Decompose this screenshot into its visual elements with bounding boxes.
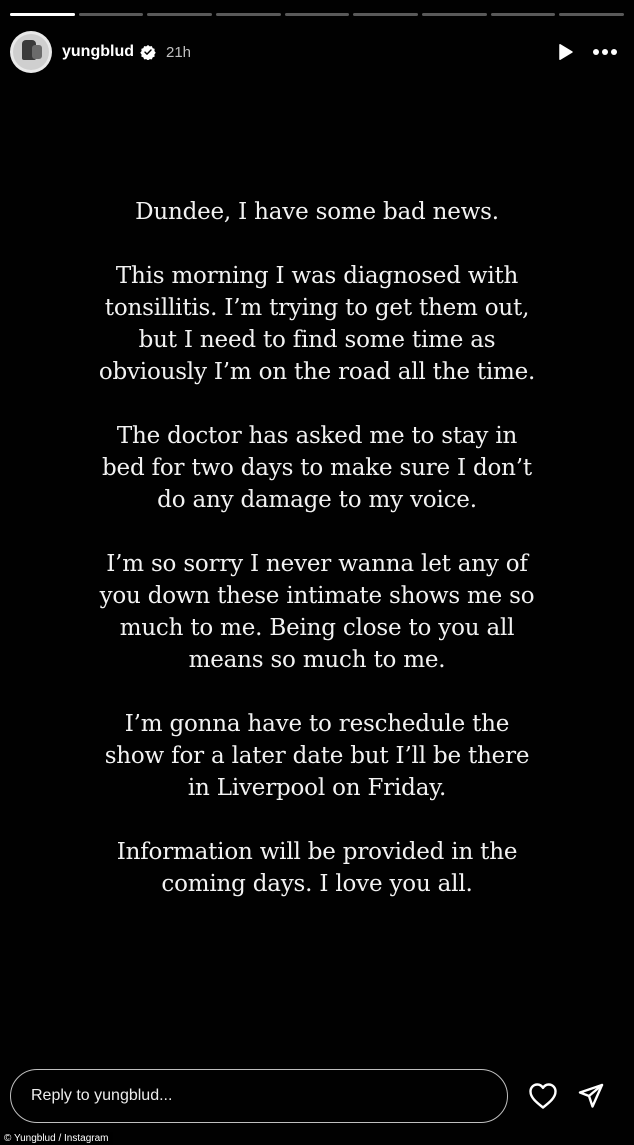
- story-text: [40, 196, 594, 932]
- verified-badge-icon: [140, 44, 156, 60]
- message-paragraph: The doctor has asked me to stay in bed for two days to make sure I don’t do any damage to my voice.: [102, 423, 532, 513]
- story-header: [10, 30, 620, 74]
- message-paragraph: I’m gonna have to reschedule the show for a later date but I’ll be there in Liverpool on Friday.: [104, 711, 530, 801]
- message-paragraph: Dundee, I have some bad news.: [135, 199, 499, 225]
- send-icon[interactable]: [576, 1081, 606, 1111]
- message-paragraph: I’m so sorry I never wanna let any of you down these intimate shows me so much to me. Being close to you all means so much to me.: [99, 551, 535, 673]
- progress-segment: [353, 13, 418, 16]
- progress-segment: [285, 13, 350, 16]
- progress-segment: [491, 13, 556, 16]
- reply-bar: [10, 1068, 616, 1124]
- username[interactable]: yungblud: [62, 43, 134, 60]
- progress-segment: [147, 13, 212, 16]
- image-credit: © Yungblud / Instagram: [0, 1132, 113, 1145]
- play-icon[interactable]: [550, 37, 580, 67]
- progress-segment: [216, 13, 281, 16]
- message-paragraph: Information will be provided in the coming days. I love you all.: [116, 839, 518, 897]
- message-paragraph: This morning I was diagnosed with tonsillitis. I’m trying to get them out, but I need to find some time as obviously I’m on the road all the time.: [98, 263, 536, 385]
- avatar[interactable]: [10, 31, 52, 73]
- story-progress-bar: [10, 13, 624, 16]
- progress-segment: [79, 13, 144, 16]
- story-timestamp: 21h: [165, 43, 192, 61]
- heart-icon[interactable]: [528, 1081, 558, 1111]
- progress-segment: [10, 13, 75, 16]
- progress-segment: [559, 13, 624, 16]
- progress-segment: [422, 13, 487, 16]
- reply-input[interactable]: [10, 1069, 508, 1123]
- more-dots-icon[interactable]: [590, 37, 620, 67]
